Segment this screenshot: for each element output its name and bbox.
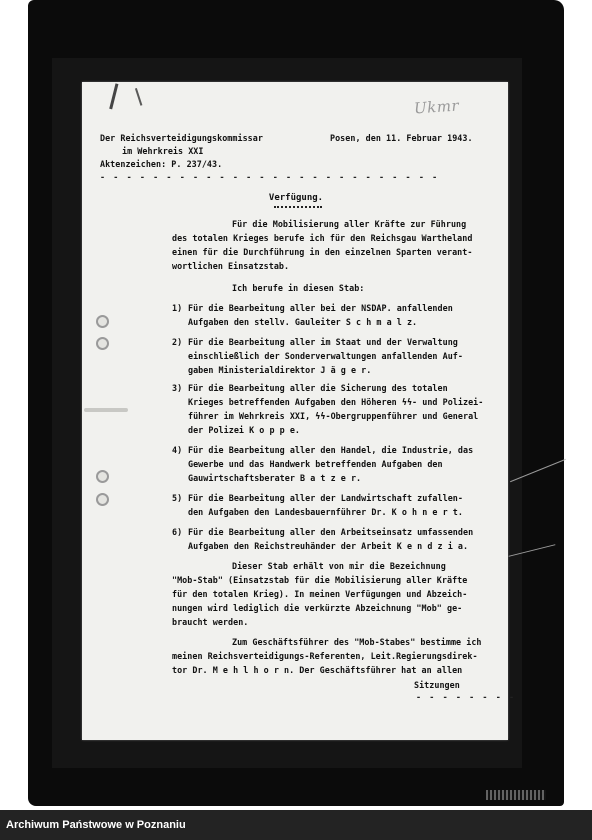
item-number: 6) bbox=[172, 527, 183, 537]
item-2-line-2: einschließlich der Sonderverwaltungen anfallenden Auf- bbox=[188, 351, 463, 361]
closing-2-line-1: Zum Geschäftsführer des "Mob-Stabes" bestimme ich bbox=[232, 637, 482, 647]
closing-1-line-3: für den totalen Krieg). In meinen Verfügungen und Abzeich- bbox=[172, 589, 468, 599]
punch-hole bbox=[96, 470, 109, 483]
continuation-dashes: - - - - - - - - bbox=[416, 692, 516, 702]
paper-clip-mark bbox=[84, 408, 128, 412]
item-number: 4) bbox=[172, 445, 183, 455]
item-number: 3) bbox=[172, 383, 183, 393]
closing-2-line-2: meinen Reichsverteidigungs-Referenten, Leit.Regierungsdirek- bbox=[172, 651, 478, 661]
punch-hole bbox=[96, 493, 109, 506]
closing-1-line-1: Dieser Stab erhält von mir die Bezeichnung bbox=[232, 561, 446, 571]
archive-name: Archiwum Państwowe w Poznaniu bbox=[6, 819, 186, 831]
issuer-line-2: im Wehrkreis XXI bbox=[122, 146, 204, 156]
intro-line-2: des totalen Krieges berufe ich für den Reichsgau Wartheland bbox=[172, 233, 473, 243]
film-edge-noise bbox=[486, 790, 546, 800]
separator-dashes: - - - - - - - - - - - - - - - - - - - - - - - - - - bbox=[100, 172, 439, 182]
item-6-line-1: Für die Bearbeitung aller den Arbeitseinsatz umfassenden bbox=[188, 527, 474, 537]
intro-line-4: wortlichen Einsatzstab. bbox=[172, 261, 290, 271]
title-underline bbox=[274, 206, 322, 208]
item-number: 5) bbox=[172, 493, 183, 503]
closing-1-line-5: braucht werden. bbox=[172, 617, 249, 627]
item-3-line-1: Für die Bearbeitung aller die Sicherung des totalen bbox=[188, 383, 448, 393]
place-date: Posen, den 11. Februar 1943. bbox=[330, 133, 473, 143]
item-6-line-2: Aufgaben den Reichstreuhänder der Arbeit K e n d z i a. bbox=[188, 541, 469, 551]
item-number: 1) bbox=[172, 303, 183, 313]
document-title: Verfügung. bbox=[268, 193, 324, 203]
staff-intro: Ich berufe in diesen Stab: bbox=[232, 283, 365, 293]
issuer-line-1: Der Reichsverteidigungskommissar bbox=[100, 133, 263, 143]
closing-2-line-3: tor Dr. M e h l h o r n. Der Geschäftsführer hat an allen bbox=[172, 665, 463, 675]
item-number: 2) bbox=[172, 337, 183, 347]
item-5-line-1: Für die Bearbeitung aller der Landwirtschaft zufallen- bbox=[188, 493, 463, 503]
intro-line-3: einen für die Durchführung in den einzelnen Sparten verant- bbox=[172, 247, 473, 257]
item-4-line-3: Gauwirtschaftsberater B a t z e r. bbox=[188, 473, 362, 483]
intro-line-1: Für die Mobilisierung aller Kräfte zur Führung bbox=[232, 219, 467, 229]
handwritten-note: Ukmr bbox=[413, 96, 460, 118]
item-2-line-3: gaben Ministerialdirektor J ä g e r. bbox=[188, 365, 372, 375]
item-3-line-4: der Polizei K o p p e. bbox=[188, 425, 301, 435]
item-1-line-1: Für die Bearbeitung aller bei der NSDAP. anfallenden bbox=[188, 303, 453, 313]
item-2-line-1: Für die Bearbeitung aller im Staat und der Verwaltung bbox=[188, 337, 458, 347]
closing-1-line-2: "Mob-Stab" (Einsatzstab für die Mobilisierung aller Kräfte bbox=[172, 575, 468, 585]
item-4-line-1: Für die Bearbeitung aller den Handel, die Industrie, das bbox=[188, 445, 474, 455]
item-3-line-3: führer im Wehrkreis XXI, ϟϟ-Obergruppenführer und General bbox=[188, 411, 479, 421]
closing-1-line-4: nungen wird lediglich die verkürzte Abzeichnung "Mob" ge- bbox=[172, 603, 463, 613]
continuation-word: Sitzungen bbox=[414, 680, 460, 690]
item-5-line-2: den Aufgaben den Landesbauernführer Dr. K o h n e r t. bbox=[188, 507, 463, 517]
item-1-line-2: Aufgaben den stellv. Gauleiter S c h m a l z. bbox=[188, 317, 418, 327]
item-4-line-2: Gewerbe und das Handwerk betreffenden Aufgaben den bbox=[188, 459, 443, 469]
file-reference: Aktenzeichen: P. 237/43. bbox=[100, 159, 223, 169]
archive-footer bbox=[0, 810, 592, 840]
punch-hole bbox=[96, 315, 109, 328]
punch-hole bbox=[96, 337, 109, 350]
item-3-line-2: Krieges betreffenden Aufgaben den Höheren ϟϟ- und Polizei- bbox=[188, 397, 484, 407]
